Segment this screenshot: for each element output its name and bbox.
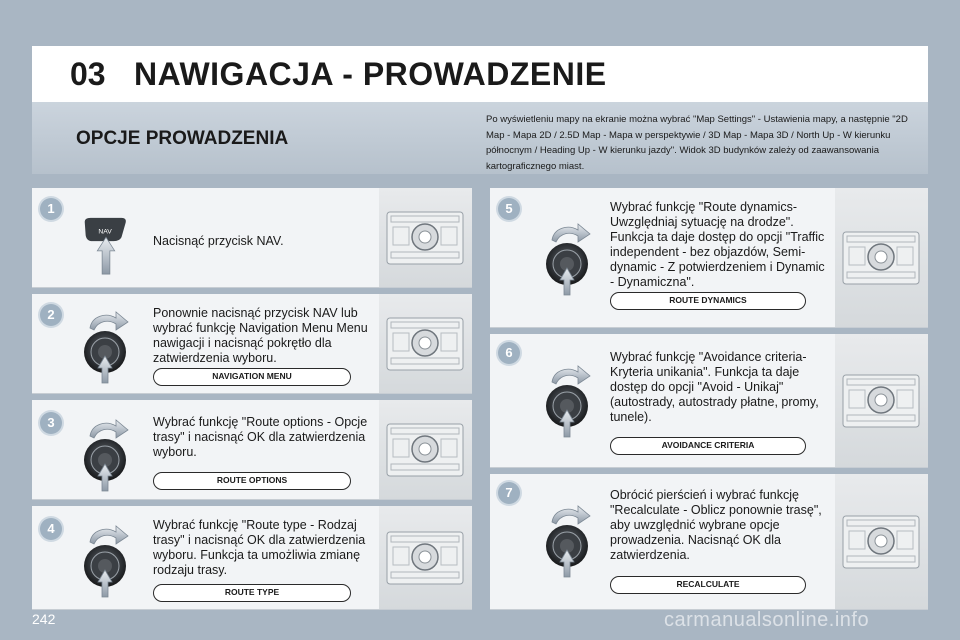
step-number-badge: 5 xyxy=(498,198,520,220)
rotary-dial-icon xyxy=(76,520,134,598)
rotary-dial-icon xyxy=(76,306,134,384)
menu-label-pill: NAVIGATION MENU xyxy=(153,368,351,386)
radio-photo xyxy=(835,188,928,327)
menu-label-pill: ROUTE TYPE xyxy=(153,584,351,602)
watermark: carmanualsonline.info xyxy=(664,609,870,631)
step-4-text: Wybrać funkcję "Route type - Rodzaj trasy" i nacisnąć OK dla zatwierdzenia wyboru. Funkcja ta umożliwia zmianę rodzaju trasy. xyxy=(153,518,366,577)
step-3-text: Wybrać funkcję "Route options - Opcje trasy" i nacisnąć OK dla zatwierdzenia wyboru. xyxy=(153,415,368,459)
step-6-text: Wybrać funkcję "Avoidance criteria- Kryteria unikania". Funkcja ta daje dostęp do opcji "Avoid - Unikaj" (autostrady, autostrady płatne, promy, tunele). xyxy=(610,350,819,424)
nav-button-label: NAV xyxy=(98,228,112,236)
step-number-badge: 3 xyxy=(40,412,62,434)
page-number: 242 xyxy=(32,611,56,627)
step-number-badge: 1 xyxy=(40,198,62,220)
step-1-text: Nacisnąć przycisk NAV. xyxy=(153,234,284,248)
menu-label-pill: ROUTE OPTIONS xyxy=(153,472,351,490)
step-number-badge: 6 xyxy=(498,342,520,364)
radio-photo xyxy=(835,334,928,467)
step-number-badge: 4 xyxy=(40,518,62,540)
radio-photo xyxy=(379,400,472,499)
radio-photo xyxy=(379,506,472,609)
chapter-number: 03 xyxy=(70,56,106,92)
page-title: NAWIGACJA - PROWADZENIE xyxy=(134,56,607,92)
rotary-dial-icon xyxy=(76,414,134,492)
radio-photo xyxy=(379,188,472,287)
intro-text: Po wyświetleniu mapy na ekranie można wybrać "Map Settings" - Ustawienia mapy, a następnie "2D Map - Mapa 2D / 2.5D Map - Mapa w perspektywie / 3D Map - Mapa 3D / North Up - W kierunku północnym / Heading Up - W kierunku jazdy". Widok 3D budynków zależy od zaawansowania kartograficznego miast. xyxy=(486,114,908,172)
step-7-text: Obrócić pierścień i wybrać funkcję "Recalculate - Oblicz ponownie trasę", aby uwzględnić wybrane opcje prowadzenia. Nacisnąć OK dla zatwierdzenia. xyxy=(610,488,822,562)
rotary-dial-icon xyxy=(538,500,596,578)
step-2-text: Ponownie nacisnąć przycisk NAV lub wybrać funkcję Navigation Menu Menu nawigacji i nacisnąć pokrętło dla zatwierdzenia wyboru. xyxy=(153,306,368,365)
radio-photo xyxy=(835,474,928,609)
nav-button-icon xyxy=(82,216,130,276)
step-5-text: Wybrać funkcję "Route dynamics- Uwzględniaj sytuację na drodze". Funkcja ta daje dostęp do opcji "Traffic independent - bez objazdów, Semi-dynamic - Z potwierdzeniem i Dynamic - Dynamiczna". xyxy=(610,200,825,289)
menu-label-pill: ROUTE DYNAMICS xyxy=(610,292,806,310)
radio-photo xyxy=(379,294,472,393)
rotary-dial-icon xyxy=(538,360,596,438)
menu-label-pill: RECALCULATE xyxy=(610,576,806,594)
section-title: OPCJE PROWADZENIA xyxy=(76,128,289,149)
step-number-badge: 7 xyxy=(498,482,520,504)
menu-label-pill: AVOIDANCE CRITERIA xyxy=(610,437,806,455)
rotary-dial-icon xyxy=(538,218,596,296)
step-number-badge: 2 xyxy=(40,304,62,326)
